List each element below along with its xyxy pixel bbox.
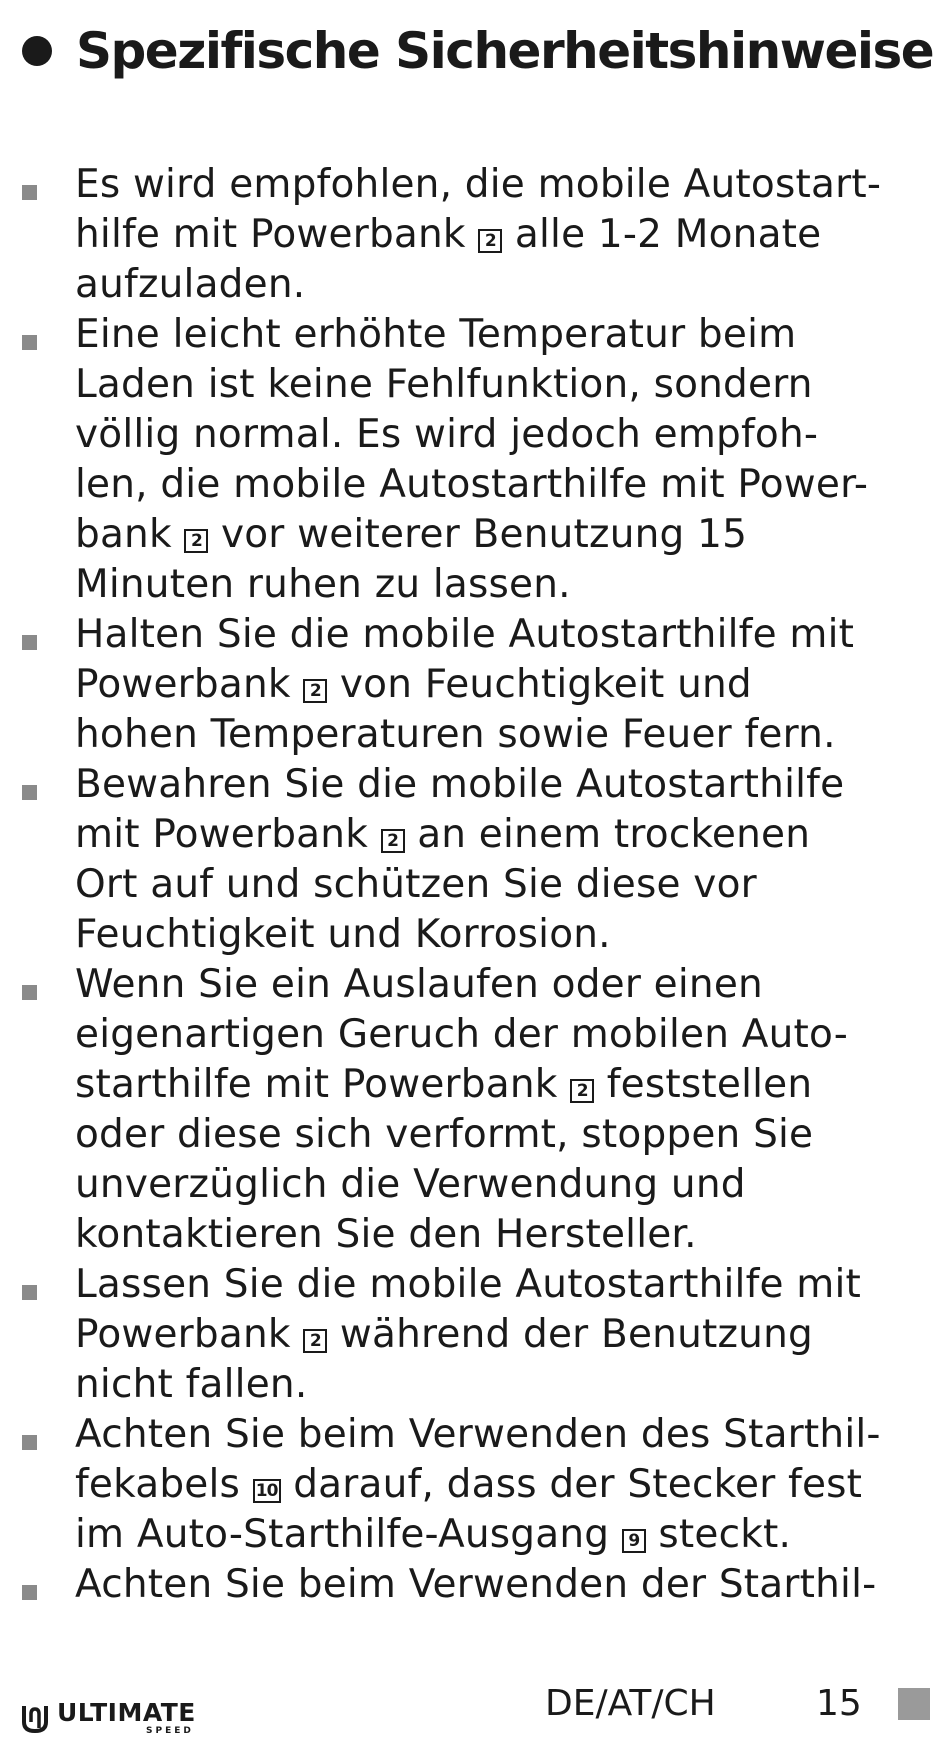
text-segment: Laden ist keine Fehlfunktion, sondern (75, 362, 813, 407)
text-line (75, 260, 922, 310)
footer-region: DE/AT/CH (545, 1683, 716, 1724)
text-segment: bank (75, 512, 185, 557)
square-bullet-icon (22, 1285, 37, 1300)
text-line (75, 860, 922, 910)
brand-logo-icon (20, 1700, 50, 1734)
square-bullet-icon (22, 1585, 37, 1600)
text-segment: hohen Temperaturen sowie Feuer fern. (75, 712, 836, 757)
list-item (22, 1560, 922, 1610)
text-segment: Eine leicht erhöhte Temperatur beim (75, 312, 797, 357)
square-bullet-icon (22, 335, 37, 350)
text-line (75, 610, 922, 660)
part-reference-badge: 2 (303, 679, 327, 703)
text-segment: Wenn Sie ein Auslaufen oder einen (75, 962, 763, 1007)
square-bullet-icon (22, 785, 37, 800)
text-segment: feststellen (594, 1062, 813, 1107)
safety-notes-list (22, 160, 922, 1610)
text-line (75, 1560, 922, 1610)
list-item (22, 760, 922, 960)
part-reference-badge: 2 (184, 529, 208, 553)
text-segment: aufzuladen. (75, 262, 306, 307)
text-segment: darauf, dass der Stecker fest (280, 1462, 863, 1507)
square-bullet-icon (22, 635, 37, 650)
text-segment: hilfe mit Powerbank (75, 212, 479, 257)
text-line (75, 710, 922, 760)
text-segment: Ort auf und schützen Sie diese vor (75, 862, 757, 907)
text-line (75, 160, 922, 210)
part-reference-badge: 2 (381, 829, 405, 853)
part-reference-badge: 9 (622, 1529, 646, 1553)
section-heading (22, 22, 933, 80)
text-segment: kontaktieren Sie den Hersteller. (75, 1212, 697, 1257)
text-line (75, 560, 922, 610)
text-line (75, 1310, 922, 1360)
text-line (75, 1460, 922, 1510)
section-title: Spezifische Sicherheitshinweise (76, 22, 934, 80)
text-segment: nicht fallen. (75, 1362, 308, 1407)
text-line (75, 1060, 922, 1110)
text-line (75, 1360, 922, 1410)
text-segment: len, die mobile Autostarthilfe mit Power- (75, 462, 869, 507)
brand-logo (20, 1700, 196, 1736)
text-segment: mit Powerbank (75, 812, 381, 857)
text-segment: Bewahren Sie die mobile Autostarthilfe (75, 762, 845, 807)
text-segment: Achten Sie beim Verwenden der Starthil- (75, 1562, 877, 1607)
brand-name: ULTIMATE (57, 1698, 196, 1727)
text-line (75, 760, 922, 810)
heading-bullet-dot (22, 36, 52, 66)
list-item (22, 1410, 922, 1560)
square-bullet-icon (22, 1435, 37, 1450)
text-line (75, 1510, 922, 1560)
text-line (75, 960, 922, 1010)
text-segment: von Feuchtigkeit und (327, 662, 752, 707)
text-segment: Halten Sie die mobile Autostarthilfe mit (75, 612, 855, 657)
text-segment: völlig normal. Es wird jedoch empfoh- (75, 412, 819, 457)
text-segment: eigenartigen Geruch der mobilen Auto- (75, 1012, 849, 1057)
page-number: 15 (816, 1683, 862, 1724)
text-segment: Es wird empfohlen, die mobile Autostart- (75, 162, 882, 207)
text-segment: im Auto-Starthilfe-Ausgang (75, 1512, 622, 1557)
text-segment: an einem trockenen (404, 812, 811, 857)
text-line (75, 1010, 922, 1060)
text-segment: vor weiterer Benutzung 15 (208, 512, 748, 557)
text-segment: Powerbank (75, 1312, 304, 1357)
list-item (22, 1260, 922, 1410)
text-segment: Achten Sie beim Verwenden des Starthil- (75, 1412, 881, 1457)
text-line (75, 1110, 922, 1160)
text-line (75, 1160, 922, 1210)
text-line (75, 1260, 922, 1310)
text-line (75, 460, 922, 510)
text-segment: starthilfe mit Powerbank (75, 1062, 571, 1107)
page-marker-square (898, 1688, 930, 1720)
text-segment: Minuten ruhen zu lassen. (75, 562, 571, 607)
part-reference-badge: 2 (303, 1329, 327, 1353)
list-item (22, 160, 922, 310)
text-line (75, 210, 922, 260)
part-reference-badge: 10 (253, 1479, 281, 1503)
text-line (75, 810, 922, 860)
text-segment: während der Benutzung (327, 1312, 813, 1357)
text-line (75, 1210, 922, 1260)
text-line (75, 310, 922, 360)
part-reference-badge: 2 (478, 229, 502, 253)
part-reference-badge: 2 (570, 1079, 594, 1103)
text-segment: unverzüglich die Verwendung und (75, 1162, 746, 1207)
text-line (75, 660, 922, 710)
text-line (75, 1410, 922, 1460)
text-line (75, 510, 922, 560)
list-item (22, 960, 922, 1260)
text-segment: steckt. (645, 1512, 792, 1557)
text-segment: oder diese sich verformt, stoppen Sie (75, 1112, 814, 1157)
text-line (75, 360, 922, 410)
text-segment: Lassen Sie die mobile Autostarthilfe mit (75, 1262, 862, 1307)
text-segment: fekabels (75, 1462, 253, 1507)
square-bullet-icon (22, 185, 37, 200)
text-segment: alle 1-2 Monate (502, 212, 822, 257)
text-line (75, 910, 922, 960)
brand-subtitle: SPEED (146, 1726, 194, 1736)
square-bullet-icon (22, 985, 37, 1000)
text-segment: Feuchtigkeit und Korrosion. (75, 912, 611, 957)
list-item (22, 310, 922, 610)
list-item (22, 610, 922, 760)
text-line (75, 410, 922, 460)
text-segment: Powerbank (75, 662, 304, 707)
